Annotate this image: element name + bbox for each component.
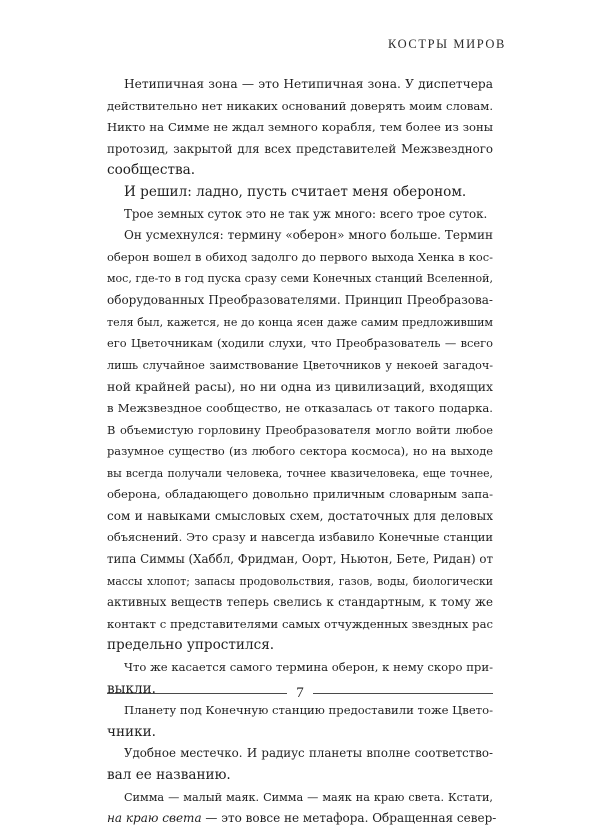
text-line: И решил: ладно, пусть считает меня обероном.: [124, 183, 467, 200]
footer-rule-right: [313, 693, 493, 694]
italic-phrase: на краю света: [107, 811, 202, 826]
page-footer: [107, 683, 493, 703]
text-line: сообщества.: [107, 162, 196, 179]
text-line: Удобное местечко. И радиус планеты вполне соответство-: [124, 746, 493, 761]
text-line: активных веществ теперь свелись к стандартным, к тому же: [107, 595, 493, 610]
text-line: [107, 808, 497, 830]
text-line: чники.: [107, 723, 156, 740]
text-line: Он усмехнулся: термину «оберон» много больше. Термин: [124, 228, 493, 243]
text-line: оберон вошел в обиход задолго до первого выхода Хенка в кос-: [107, 249, 493, 264]
text-line: предельно упростился.: [107, 637, 275, 654]
text-line: мос, где-то в год пуска сразу семи Конечных станций Вселенной,: [107, 272, 493, 286]
text-line: вы всегда получали человека, точнее квазичеловека, еще точнее,: [107, 466, 493, 480]
text-line: объяснений. Это сразу и навсегда избавило Конечные станции: [107, 530, 493, 545]
page-number: 7: [296, 685, 304, 701]
text-line: В объемистую горловину Преобразователя могло войти любое: [107, 422, 493, 437]
text-line: его Цветочникам (ходили слухи, что Преобразователь — всего: [107, 336, 493, 351]
text-line: Трое земных суток это не так уж много: всего трое суток.: [124, 206, 488, 221]
text-line: сом и навыками смысловых схем, достаточных для деловых: [107, 508, 493, 523]
text-line: оберона, обладающего довольно приличным словарным запа-: [107, 487, 493, 502]
body-text: [107, 74, 497, 830]
running-head: КОСТРЫ МИРОВ: [388, 37, 506, 51]
text-line: протозид, закрытой для всех представителей Межзвездного: [107, 141, 493, 156]
text-line: вал ее названию.: [107, 767, 231, 783]
text-line: действительно нет никаких оснований доверять моим словам.: [107, 98, 493, 113]
text-line: лишь случайное заимствование Цветочников у некоей загадоч-: [107, 358, 493, 372]
text-line: теля был, кажется, не до конца ясен даже самим предложившим: [107, 315, 493, 329]
text-line: Нетипичная зона — это Нетипичная зона. У диспетчера: [124, 77, 493, 91]
text-line: Планету под Конечную станцию предоставили тоже Цвето-: [124, 703, 493, 718]
text-line: Никто на Симме не ждал земного корабля, тем более из зоны: [107, 120, 493, 135]
text-line: в Межзвездное сообщество, не отказалась от такого подарка.: [107, 400, 493, 415]
text-line: контакт с представителями самых отчужденных звездных рас: [107, 616, 493, 631]
text-line: выкли.: [107, 680, 156, 697]
text-line: Симма — малый маяк. Симма — маяк на краю света. Кстати,: [124, 790, 493, 804]
text-line: разумное существо (из любого сектора космоса), но на выходе: [107, 444, 493, 459]
text-line: массы хлопот; запасы продовольствия, газов, воды, биологически: [107, 574, 493, 588]
line-text: — это вовсе не метафора. Обращенная север-: [201, 811, 497, 826]
text-line: Что же касается самого термина оберон, к нему скоро при-: [124, 660, 493, 675]
text-line: типа Симмы (Хаббл, Фридман, Оорт, Ньютон, Бете, Ридан) от: [107, 552, 493, 567]
text-line: оборудованных Преобразователями. Принцип Преобразова-: [107, 292, 493, 307]
text-line: ной крайней расы), но ни одна из цивилизаций, входящих: [107, 379, 493, 395]
